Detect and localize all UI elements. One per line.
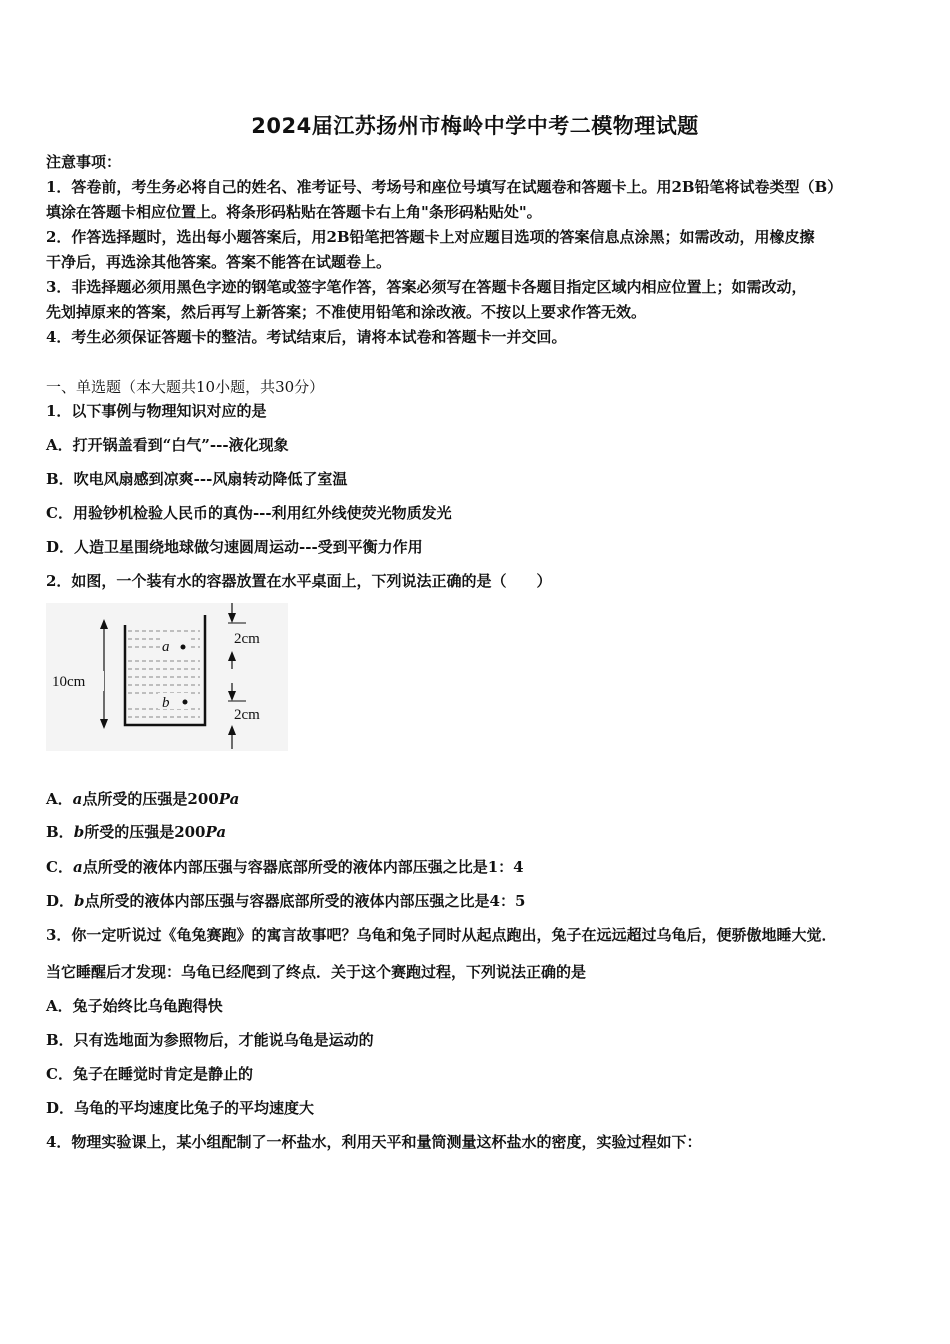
question-1-option-c: C．用验钞机检验人民币的真伪---利用红外线使荧光物质发光 [46,504,452,522]
page-title: 2024届江苏扬州市梅岭中学中考二模物理试题 [251,114,699,138]
section-heading: 一、单选题（本大题共10小题，共30分） [46,378,325,396]
option-text: 点所受的液体内部压强与容器底部所受的液体内部压强之比是4：5 [84,892,526,910]
notice-line: 干净后，再选涂其他答案。答案不能答在试题卷上。 [46,253,392,271]
variable: a [72,790,83,808]
point-a-dot [181,645,186,650]
question-2-option-d [46,891,525,911]
question-3-option-a: A．兔子始终比乌龟跑得快 [46,997,223,1015]
unit: Pa [205,823,227,841]
question-2-option-b [46,822,226,842]
top-gap-label: 2cm [234,631,260,647]
question-2-option-c [46,857,524,877]
question-3-option-d: D．乌龟的平均速度比兔子的平均速度大 [46,1099,315,1117]
question-3-stem: 3．你一定听说过《龟兔赛跑》的寓言故事吧？乌龟和兔子同时从起点跑出，兔子在远远超过乌龟后，便骄傲地睡大觉． [46,926,837,944]
unit: Pa [218,790,240,808]
point-b-label: b [162,695,170,711]
height-label: 10cm [52,674,86,690]
question-4-stem: 4．物理实验课上，某小组配制了一杯盐水，利用天平和量筒测量这杯盐水的密度，实验过程如下： [46,1133,702,1151]
question-3-option-c: C．兔子在睡觉时肯定是静止的 [46,1065,253,1083]
bottom-gap-label: 2cm [234,707,260,723]
notice-line: 先划掉原来的答案，然后再写上新答案；不准使用铅笔和涂改液。不按以上要求作答无效。 [46,303,647,321]
point-b-dot [183,700,188,705]
question-3-stem-continued: 当它睡醒后才发现：乌龟已经爬到了终点．关于这个赛跑过程，下列说法正确的是 [46,963,587,981]
question-2-stem: 2．如图，一个装有水的容器放置在水平桌面上，下列说法正确的是（ ） [46,572,552,590]
option-prefix: D． [46,892,75,910]
notice-line: 3．非选择题必须用黑色字迹的钢笔或签字笔作答，答案必须写在答题卡各题目指定区域内相应位置上；如需改动， [46,278,807,296]
question-3-option-b: B．只有选地面为参照物后，才能说乌龟是运动的 [46,1031,374,1049]
option-prefix: C． [46,858,73,876]
notice-line: 1．答卷前，考生务必将自己的姓名、准考证号、考场号和座位号填写在试题卷和答题卡上。用2B铅笔将试卷类型（B） [46,178,843,196]
option-text: 点所受的压强是200 [82,790,219,808]
question-2-option-a [46,789,239,809]
question-1-option-a: A．打开锅盖看到“白气”---液化现象 [46,436,289,454]
notice-line: 2．作答选择题时，选出每小题答案后，用2B铅笔把答题卡上对应题目选项的答案信息点涂黑；如需改动，用橡皮擦 [46,228,815,246]
option-text: 所受的压强是200 [84,823,206,841]
question-1-stem: 1．以下事例与物理知识对应的是 [46,402,267,420]
point-a-label: a [162,639,170,655]
question-1-option-d: D．人造卫星围绕地球做匀速圆周运动---受到平衡力作用 [46,538,423,556]
option-prefix: A． [46,790,73,808]
variable: a [72,858,83,876]
container-figure [46,603,288,751]
option-prefix: B． [46,823,74,841]
container-diagram [46,603,288,751]
question-1-option-b: B．吹电风扇感到凉爽---风扇转动降低了室温 [46,470,348,488]
notice-heading: 注意事项： [46,153,122,171]
variable: b [74,892,85,910]
variable: b [73,823,85,841]
notice-line: 4．考生必须保证答题卡的整洁。考试结束后，请将本试卷和答题卡一并交回。 [46,328,567,346]
option-text: 点所受的液体内部压强与容器底部所受的液体内部压强之比是1：4 [82,858,524,876]
notice-line: 填涂在答题卡相应位置上。将条形码粘贴在答题卡右上角"条形码粘贴处"。 [46,203,542,221]
